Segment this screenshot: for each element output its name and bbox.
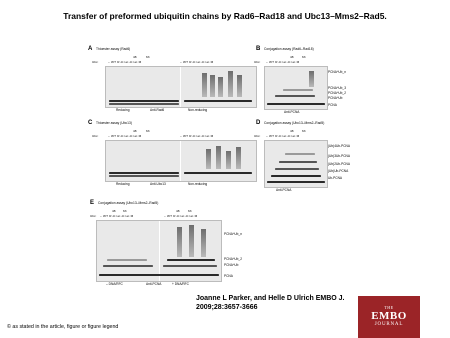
panel-a-blot <box>105 66 257 108</box>
panel-e-divider <box>159 221 160 281</box>
panel-e-num-48b: 48 <box>176 209 180 213</box>
logo-line-2: EMBO <box>371 310 407 322</box>
panel-e-sub-plus: + DNA/RFC <box>172 282 189 286</box>
blot-smear <box>226 151 231 169</box>
panel-e-num-63b: 63 <box>188 209 192 213</box>
panel-e-side-3: PCNA <box>224 274 233 278</box>
panel-b-side-4: PCNA <box>328 103 337 107</box>
panel-b-sub-antibody: Anti-PCNA <box>284 110 300 114</box>
blot-smear <box>228 71 233 97</box>
panel-e-lanes-1: – WT R di tet di tet M <box>100 214 134 218</box>
panel-c-num-48: 48 <box>133 129 137 133</box>
citation: Joanne L Parker, and Helle D Ulrich EMBO J. 2009;28:3657-3666 <box>196 295 345 311</box>
panel-a-sub-antibody: Anti-Rad6 <box>150 108 165 112</box>
panel-b-caption: Conjugation assay (Rad6–Rad18) <box>264 47 314 51</box>
panel-d-letter: D <box>256 120 261 126</box>
panel-d-lanes: – WT R di tet di tet M <box>266 134 300 138</box>
panel-d-side-3: (Ub)Ub-PCNA <box>328 169 349 173</box>
panel-c-sub-reducing: Reducing <box>116 182 130 186</box>
blot-band <box>267 103 325 105</box>
panel-a-divider <box>180 67 181 107</box>
panel-a-sub-nonreducing: Non-reducing <box>188 108 208 112</box>
blot-band <box>283 89 313 91</box>
panel-c-num-63: 63 <box>146 129 150 133</box>
panel-d-caption: Conjugation assay (Ubc13–Mms2–Rad5) <box>264 121 325 125</box>
figure-title: Transfer of preformed ubiquitin chains by Rad6–Rad18 and Ubc13–Mms2–Rad5. <box>63 11 387 21</box>
blot-band <box>184 100 252 102</box>
panel-b-ubc-label: Ubc: <box>254 60 261 64</box>
panel-d-sub-antibody: Anti-PCNA <box>276 188 292 192</box>
panel-b-side-2: PCNA^Ub_2 <box>328 91 346 95</box>
panel-d-blot <box>264 140 328 188</box>
panel-e-num-63a: 63 <box>123 209 127 213</box>
panel-b-num-48: 48 <box>290 55 294 59</box>
panel-c-letter: C <box>88 120 93 126</box>
logo-line-3: JOURNAL <box>374 322 404 327</box>
panel-b-lanes: – WT R di tet di tet M <box>266 60 300 64</box>
logo-line-1: THE <box>384 305 394 310</box>
blot-band <box>109 100 179 102</box>
blot-band <box>285 153 315 155</box>
panel-e-caption: Conjugation assay (Ubc13–Mms2–Rad5) <box>98 201 159 205</box>
blot-band <box>163 265 217 267</box>
blot-smear <box>216 146 221 169</box>
blot-band <box>107 259 147 261</box>
blot-smear <box>237 75 242 97</box>
blot-band <box>167 259 215 261</box>
panel-e-ubc-label: Ubc: <box>90 214 97 218</box>
panel-d-side-2: (Ub)2Ub-PCNA <box>328 162 350 166</box>
panel-e-side-2: PCNA^Ub <box>224 263 239 267</box>
blot-smear <box>189 225 194 257</box>
embo-journal-logo <box>358 296 420 338</box>
panel-b-side-3: PCNA^Ub <box>328 96 343 100</box>
panel-c-ubc-label: Ubc: <box>92 134 99 138</box>
blot-smear <box>210 75 215 97</box>
panel-d-side-4: Ub-PCNA <box>328 176 342 180</box>
panel-a-caption: Thioester assay (Rad6) <box>96 47 131 51</box>
panel-e-blot <box>96 220 222 282</box>
panel-d-side-0: (Ub)4Ub-PCNA <box>328 144 350 148</box>
panel-a-letter: A <box>88 46 93 52</box>
panel-c-caption: Thioester assay (Ubc13) <box>96 121 132 125</box>
panel-e-side-0: PCNA^Ub_n <box>224 232 242 236</box>
panel-a-ubc-label: Ubc: <box>92 60 99 64</box>
panel-a-sub-reducing: Reducing <box>116 108 130 112</box>
panel-a-num-63: 63 <box>146 55 150 59</box>
blot-smear <box>236 147 241 169</box>
blot-band <box>271 175 321 177</box>
panel-c-sub-antibody: Anti-Ubc13 <box>150 182 166 186</box>
panel-a-lanes-1: – WT R di tet di tet M <box>108 60 142 64</box>
copyright-footer: © as stated in the article, figure or figure legend <box>7 324 119 330</box>
panel-d-num-63: 63 <box>302 129 306 133</box>
blot-smear <box>202 73 207 97</box>
panel-b-blot <box>264 66 328 110</box>
panel-a-num-48: 48 <box>133 55 137 59</box>
panel-c-lanes-2: – WT R di tet di tet M <box>180 134 214 138</box>
panel-e-lanes-2: – WT R di tet di tet M <box>164 214 198 218</box>
panel-e-side-1: PCNA^Ub_2 <box>224 257 242 261</box>
blot-band <box>184 172 252 174</box>
panel-c-lanes-1: – WT R di tet di tet M <box>108 134 142 138</box>
blot-band <box>279 161 317 163</box>
panel-d-side-1: (Ub)3Ub-PCNA <box>328 154 350 158</box>
panel-d-ubc-label: Ubc: <box>254 134 261 138</box>
blot-smear <box>218 77 223 97</box>
panel-b-side-0: PCNA^Ub_n <box>328 70 346 74</box>
panel-b-num-63: 63 <box>302 55 306 59</box>
blot-band <box>103 265 153 267</box>
panel-e-num-48a: 48 <box>112 209 116 213</box>
panel-c-sub-nonreducing: Non-reducing <box>188 182 208 186</box>
panel-d-num-48: 48 <box>290 129 294 133</box>
panel-c-divider <box>180 141 181 181</box>
figure-image <box>88 44 363 288</box>
panel-b-side-1: PCNA^Ub_3 <box>328 86 346 90</box>
blot-smear <box>206 149 211 169</box>
blot-band <box>109 175 179 177</box>
blot-band <box>275 95 315 97</box>
blot-band <box>109 103 179 105</box>
panel-e-sub-minus: – DNA/RFC <box>106 282 123 286</box>
panel-e-sub-antibody: Anti-PCNA <box>146 282 162 286</box>
blot-smear <box>177 227 182 257</box>
panel-c-blot <box>105 140 257 182</box>
blot-smear <box>201 229 206 257</box>
blot-band <box>109 172 179 174</box>
blot-band <box>267 181 325 183</box>
blot-band <box>275 168 319 170</box>
panel-a-lanes-2: – WT R di tet di tet M <box>180 60 214 64</box>
panel-e-letter: E <box>90 200 95 206</box>
blot-band <box>99 274 219 276</box>
blot-smear <box>309 71 314 87</box>
panel-b-letter: B <box>256 46 261 52</box>
